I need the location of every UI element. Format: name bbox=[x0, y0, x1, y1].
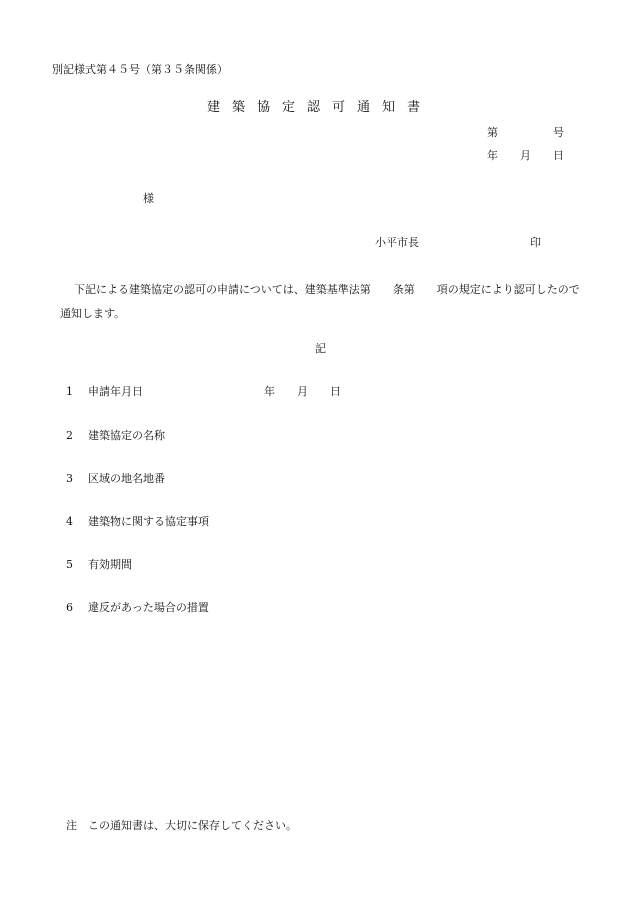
item-number: 4 bbox=[66, 515, 73, 528]
item-label: 有効期間 bbox=[88, 558, 132, 571]
item-label: 建築協定の名称 bbox=[88, 429, 165, 442]
list-item bbox=[66, 430, 165, 441]
date-day: 日 bbox=[553, 149, 564, 162]
body-part1: 下記による建築協定の認可の申請については、建築基準法第 bbox=[74, 283, 371, 296]
item-number: 1 bbox=[66, 385, 73, 398]
seal-mark: 印 bbox=[530, 236, 541, 249]
item1-day: 日 bbox=[330, 385, 341, 398]
item-number: 3 bbox=[66, 472, 73, 485]
item-label: 区域の地名地番 bbox=[88, 472, 165, 485]
item-number: 5 bbox=[66, 558, 73, 571]
date-year: 年 bbox=[487, 149, 498, 162]
document-title: 建築協定認可通知書 bbox=[207, 100, 433, 115]
item1-month: 月 bbox=[297, 385, 308, 398]
item-number: 2 bbox=[66, 429, 73, 442]
ki-heading: 記 bbox=[315, 342, 326, 355]
addressee-suffix: 様 bbox=[143, 192, 154, 205]
item-label: 申請年月日 bbox=[88, 385, 143, 398]
issuer-name: 小平市長 bbox=[375, 236, 419, 249]
item-label: 違反があった場合の措置 bbox=[88, 601, 209, 614]
date-month: 月 bbox=[520, 149, 531, 162]
list-item bbox=[66, 602, 209, 613]
form-label: 別記様式第４５号（第３５条関係） bbox=[52, 63, 228, 76]
list-item bbox=[66, 386, 143, 397]
list-item bbox=[66, 559, 132, 570]
list-item bbox=[66, 516, 209, 527]
number-suffix: 号 bbox=[553, 126, 564, 139]
item-label: 建築物に関する協定事項 bbox=[88, 515, 209, 528]
item1-year: 年 bbox=[264, 385, 275, 398]
body-part2: 条第 bbox=[392, 283, 415, 296]
item-number: 6 bbox=[66, 601, 73, 614]
footer-note: 注 この通知書は、大切に保存してください。 bbox=[66, 819, 297, 832]
number-prefix: 第 bbox=[487, 126, 498, 139]
body-paragraph bbox=[60, 278, 580, 326]
body-part3: 項の規定により認可したので通知します。 bbox=[60, 283, 580, 320]
list-item bbox=[66, 473, 165, 484]
